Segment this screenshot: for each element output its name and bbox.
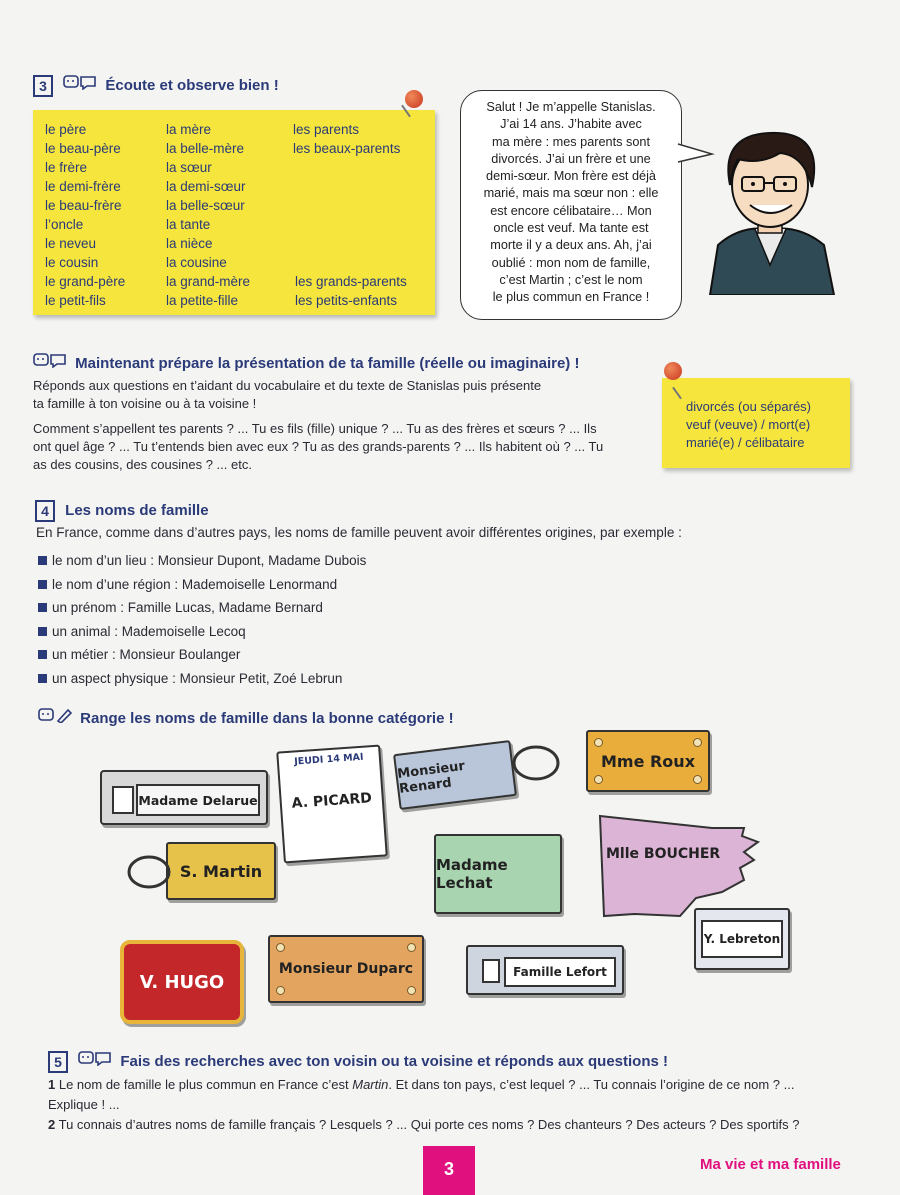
tag-ring [508,738,564,788]
nameplate-roux [586,730,710,792]
bubble-line: divorcés. J’ai un frère et une [491,151,651,166]
screw [276,943,285,952]
list-item [38,667,366,691]
bubble-line: est encore célibataire… Mon [490,203,652,218]
bubble-text [469,99,673,307]
luggage-tag-renard [393,740,517,810]
plate-name: Y. Lebreton [701,920,783,958]
plate-name: Madame Delarue [136,784,260,816]
vocab-item: les beaux-parents [293,141,401,156]
bullet-square [38,580,47,589]
range-header [38,707,454,727]
section4-title: Les noms de famille [65,501,209,519]
torn-paper-shape [594,812,762,920]
vocab-item: la belle-sœur [166,198,245,213]
plate-name: V. HUGO [139,971,225,993]
question-1-continued: Explique ! ... [48,1097,120,1112]
plate-name: Monsieur Duparc [278,961,414,977]
plate-name: Monsieur Renard [396,758,466,797]
origin-list [38,549,366,690]
pin-needle [672,387,682,400]
mailbox-plate-lefort [466,945,624,995]
vocab-item: le beau-père [45,141,121,156]
section4-intro: En France, comme dans d’autres pays, les noms de famille peuvent avoir différentes origines, par exemple : [36,525,682,540]
note-line: divorcés (ou séparés) [686,399,811,414]
bubble-line: demi-sœur. Mon frère est déjà [486,169,656,184]
speak-icon [33,352,67,372]
vocab-item: la sœur [166,160,212,175]
screw [693,775,702,784]
bullet-square [38,627,47,636]
question-number: 1 [48,1077,56,1092]
paragraph-line: ta famille à ton voisine ou à ta voisine ! [33,396,257,411]
vocab-item: le père [45,122,87,137]
section3-header [33,74,279,97]
screw [276,986,285,995]
vocab-item: le grand-père [45,274,126,289]
plate-name: Madame Lechat [436,856,508,892]
nameplate-delarue [100,770,268,825]
bubble-line: c’est Martin ; c’est le nom [499,272,643,287]
ornate-frame-hugo [120,940,244,1024]
list-item [38,643,366,667]
vocab-item: le beau-frère [45,198,122,213]
pushpin-icon [405,90,423,108]
screw [407,943,416,952]
question-emphasis: Martin [352,1077,389,1092]
plate-name: S. Martin [179,861,263,881]
list-item [38,620,366,644]
plate-slot [112,786,134,814]
stanislas-illustration [700,125,840,295]
vocab-item: la grand-mère [166,274,251,289]
vocab-feminine-column [166,120,250,310]
list-item-text: un aspect physique : Monsieur Petit, Zoé Lebrun [52,670,343,686]
section3-title: Écoute et observe bien ! [105,77,279,94]
vocab-item: les grands-parents [295,274,407,289]
screw [594,738,603,747]
bubble-line: ma mère : mes parents sont [492,134,650,149]
section-number: 5 [48,1051,68,1073]
list-item-text: un prénom : Famille Lucas, Madame Bernard [52,600,323,615]
paragraph-line: Comment s’appellent tes parents ? ... Tu es fils (fille) unique ? ... Tu as des frères et sœurs ? ... Ils [33,421,597,436]
page-number: 3 [423,1146,475,1195]
question-text: Tu connais d’autres noms de famille français ? Lesquels ? ... Qui porte ces noms ? Des chanteurs ? Des acteurs ? Des sportifs ? [58,1117,800,1132]
paragraph-line: as des cousins, des cousines ? ... etc. [33,457,252,472]
question-1 [48,1075,800,1095]
list-item [38,596,366,620]
marital-status-note [662,378,850,468]
vocab-item: la tante [166,217,211,232]
prepare-questions [33,420,603,474]
vocab-item: le petit-fils [45,293,106,308]
key-tag-martin [166,842,276,900]
list-item-text: un métier : Monsieur Boulanger [52,647,241,662]
bubble-line: oublié : mon nom de famille, [491,255,651,270]
paragraph-line: Réponds aux questions en t’aidant du vocabulaire et du texte de Stanislas puis présente [33,378,542,393]
screw [594,775,603,784]
listen-speak-icon [63,74,97,94]
plate-name: Mme Roux [600,751,696,771]
speak-icon [78,1050,112,1070]
vocab-item: le cousin [45,255,99,270]
research-questions [48,1075,800,1135]
plate-slot [482,959,500,983]
prepare-header [33,352,579,372]
section-number: 4 [35,500,55,522]
bullet-square [38,674,47,683]
speech-bubble [460,90,682,320]
key-ring [124,850,174,894]
vocab-plural-column-top [293,120,400,158]
prepare-title: Maintenant prépare la présentation de ta famille (réelle ou imaginaire) ! [75,355,580,372]
range-title: Range les noms de famille dans la bonne catégorie ! [80,710,454,727]
bullet-square [38,650,47,659]
bubble-line: Salut ! Je m’appelle Stanislas. [486,100,656,114]
vocab-item: le frère [45,160,88,175]
bullet-square [38,556,47,565]
question-text: Le nom de famille le plus commun en France c’est [58,1077,349,1092]
bubble-line: le plus commun en France ! [492,290,650,305]
question-text: . Et dans ton pays, c’est lequel ? ... Tu connais l’origine de ce nom ? ... [388,1077,795,1092]
section5-title: Fais des recherches avec ton voisin ou ta voisine et réponds aux questions ! [120,1053,669,1070]
vocab-item: la belle-mère [166,141,245,156]
note-line: marié(e) / célibataire [686,435,805,450]
vocab-plural-column-bottom [295,272,407,310]
pushpin-icon [664,362,682,380]
prepare-intro [33,377,541,413]
bullet-square [38,603,47,612]
nameplate-duparc [268,935,424,1003]
plate-name: A. PICARD [291,790,373,812]
vocab-item: les parents [293,122,360,137]
bubble-line: J’ai 14 ans. J’habite avec [500,117,642,132]
screw [407,986,416,995]
screw [693,738,702,747]
vocab-item: la nièce [166,236,213,251]
vocab-item: le neveu [45,236,97,251]
section5-header [48,1050,668,1073]
vocab-item: le demi-frère [45,179,121,194]
list-item-text: un animal : Mademoiselle Lecoq [52,623,246,639]
vocab-item: la cousine [166,255,227,270]
bubble-line: marié, mais ma sœur non : elle [483,186,659,201]
chapter-title: Ma vie et ma famille [700,1156,841,1173]
vocab-masculine-column [45,120,125,310]
bubble-line: morte il y a deux ans. Ah, j’ai [490,238,652,253]
vocab-item: les petits-enfants [295,293,398,308]
calendar-date: JEUDI 14 MAI [293,751,364,768]
vocab-item: l’oncle [45,217,84,232]
speak-write-icon [38,707,72,727]
paragraph-line: ont quel âge ? ... Tu t’entends bien avec eux ? Tu as des grands-parents ? ... Ils habitent où ? ... Tu [33,439,604,454]
bubble-line: oncle est veuf. Ma tante est [493,221,649,236]
nameplate-lechat [434,834,562,914]
calendar-note-picard [276,745,388,864]
vocabulary-note [33,110,435,315]
list-item-text: le nom d’une région : Mademoiselle Lenormand [52,576,338,592]
vocab-item: la petite-fille [166,293,239,308]
vocab-item: la mère [166,122,212,137]
vocab-item: la demi-sœur [166,179,246,194]
torn-note-boucher: Mlle BOUCHER [606,846,721,862]
plate-name: Famille Lefort [504,957,616,987]
list-item [38,549,366,573]
list-item [38,573,366,597]
note-line: veuf (veuve) / mort(e) [686,417,811,432]
nameplate-lebreton [694,908,790,970]
question-2 [48,1115,800,1135]
list-item-text: le nom d’un lieu : Monsieur Dupont, Madame Dubois [52,553,367,568]
section-number: 3 [33,75,53,97]
section4-header [35,500,209,522]
question-number: 2 [48,1117,56,1132]
